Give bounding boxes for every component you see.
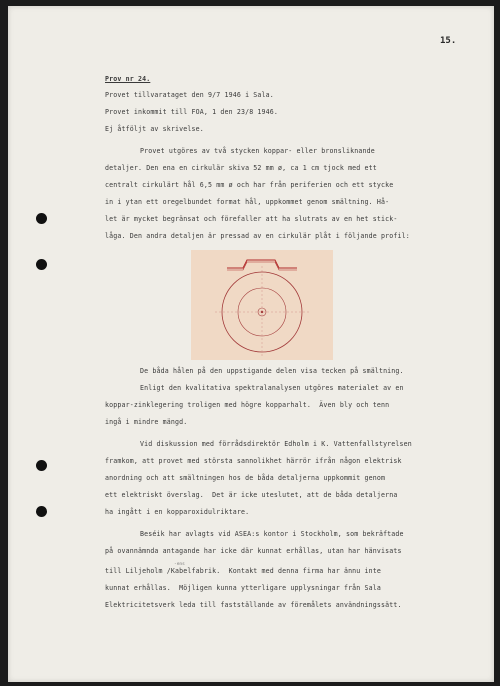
text-line: låga. Den andra detaljen är pressad av en cirkulär plåt i följande profil:: [105, 232, 410, 240]
text-line: kunnat erhållas. Möjligen kunna ytterligare upplysningar från Sala: [105, 584, 382, 592]
text-line: anordning och att smältningen hos de båda detaljerna uppkommit genom: [105, 474, 386, 482]
disc-drawing: [191, 250, 333, 360]
document-page: [8, 6, 494, 682]
text-line: Elektricitetsverk leda till fastställande av föremålets användningssätt.: [105, 601, 402, 609]
page-number: 15.: [440, 36, 457, 46]
text-line: De båda hålen på den uppstigande delen visa tecken på smältning.: [140, 367, 404, 375]
text-line: centralt cirkulärt hål 6,5 mm ø och har från periferien och ett stycke: [105, 181, 394, 189]
punch-hole: [36, 259, 47, 270]
text-line: koppar-zinklegering troligen med högre kopparhalt. Även bly och tenn: [105, 401, 390, 409]
punch-hole: [36, 213, 47, 224]
text-line: Enligt den kvalitativa spektralanalysen utgöres materialet av en: [140, 384, 404, 392]
text-line: Provet tillvarataget den 9/7 1946 i Sala.: [105, 91, 274, 99]
punch-hole: [36, 506, 47, 517]
document-title: Prov nr 24.: [105, 75, 151, 83]
text-line: Provet utgöres av två stycken koppar- eller bronsliknande: [140, 147, 375, 155]
text-line: Beséik har avlagts vid ASEA:s kontor i Stockholm, som bekräftade: [140, 530, 404, 538]
text-line: Ej åtföljt av skrivelse.: [105, 125, 204, 133]
text-line: in i ytan ett oregelbundet format hål, uppkommet genom smältning. Hå-: [105, 198, 390, 206]
text-line: ingå i mindre mängd.: [105, 418, 188, 426]
text-line: ett elektriskt överslag. Det är icke uteslutet, att de båda detaljerna: [105, 491, 398, 499]
text-line: Vid diskussion med förrådsdirektör Edholm i K. Vattenfallstyrelsen: [140, 440, 412, 448]
text-line: ha ingått i en kopparoxidulriktare.: [105, 508, 250, 516]
punch-hole: [36, 460, 47, 471]
text-line: till Liljeholm /Kabelfabrik. Kontakt med denna firma har ännu inte: [105, 567, 382, 575]
text-line: detaljer. Den ena en cirkulär skiva 52 mm ø, ca 1 cm tjock med ett: [105, 164, 377, 172]
text-line: let är mycket begränsat och förefaller att ha slutrats av en het stick-: [105, 215, 398, 223]
profile-drawing: [191, 250, 333, 360]
text-line: framkom, att provet med största sannolikhet härrör ifrån någon elektrisk: [105, 457, 402, 465]
text-line: på ovannämnda antagande har icke där kunnat erhållas, utan har hänvisats: [105, 547, 402, 555]
text-line: Provet inkommit till FOA, 1 den 23/8 1946.: [105, 108, 279, 116]
handwritten-annotation: -ens: [174, 562, 185, 567]
